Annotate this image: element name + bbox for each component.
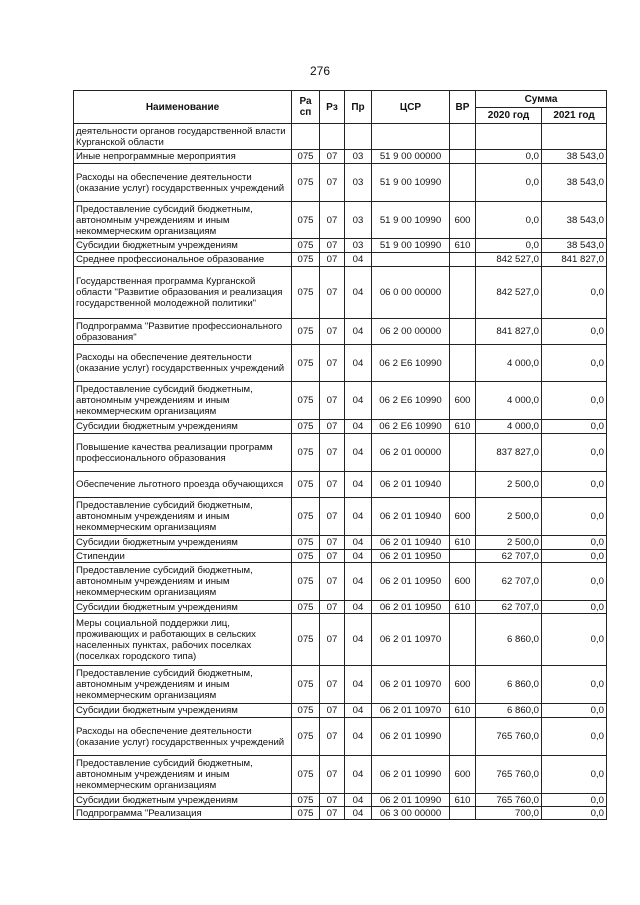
cell-rz: 07	[320, 498, 345, 536]
table-header-row	[74, 91, 607, 108]
cell-csr	[372, 124, 450, 150]
cell-rz: 07	[320, 164, 345, 202]
cell-vr	[450, 253, 476, 267]
cell-csr: 06 2 01 00000	[372, 434, 450, 472]
cell-vr: 600	[450, 666, 476, 704]
cell-rasp: 075	[292, 614, 320, 666]
cell-vr	[450, 550, 476, 563]
cell-pr: 04	[345, 434, 372, 472]
cell-pr: 04	[345, 382, 372, 420]
cell-pr: 03	[345, 239, 372, 253]
cell-name: Предоставление субсидий бюджетным, автономным учреждениям и иным некоммерческим организациям	[74, 498, 292, 536]
cell-name: Расходы на обеспечение деятельности (оказание услуг) государственных учреждений	[74, 718, 292, 756]
cell-rz: 07	[320, 420, 345, 434]
cell-csr: 06 3 00 00000	[372, 807, 450, 820]
cell-rasp: 075	[292, 666, 320, 704]
cell-pr: 04	[345, 756, 372, 794]
cell-2020: 0,0	[476, 239, 542, 253]
table-row	[74, 319, 607, 345]
cell-name: Предоставление субсидий бюджетным, автономным учреждениям и иным некоммерческим организациям	[74, 563, 292, 601]
cell-vr: 610	[450, 239, 476, 253]
cell-2021: 0,0	[542, 794, 607, 807]
cell-csr: 06 2 Е6 10990	[372, 345, 450, 382]
cell-csr: 06 2 01 10990	[372, 718, 450, 756]
cell-csr: 06 2 01 10990	[372, 756, 450, 794]
cell-name: Меры социальной поддержки лиц, проживающих и работающих в сельских населенных пунктах, рабочих поселках (поселках городского типа)	[74, 614, 292, 666]
cell-rz: 07	[320, 536, 345, 550]
cell-2020: 62 707,0	[476, 563, 542, 601]
cell-2021	[542, 124, 607, 150]
cell-rz: 07	[320, 794, 345, 807]
cell-vr: 610	[450, 704, 476, 718]
cell-2021: 0,0	[542, 704, 607, 718]
header-2021: 2021 год	[542, 108, 607, 124]
cell-vr: 610	[450, 794, 476, 807]
header-rz: Рз	[320, 91, 345, 124]
cell-2021: 841 827,0	[542, 253, 607, 267]
cell-name: Субсидии бюджетным учреждениям	[74, 601, 292, 614]
cell-rz: 07	[320, 382, 345, 420]
cell-rz	[320, 124, 345, 150]
cell-2021: 0,0	[542, 498, 607, 536]
cell-2020: 4 000,0	[476, 345, 542, 382]
header-csr: ЦСР	[372, 91, 450, 124]
cell-csr: 06 0 00 00000	[372, 267, 450, 319]
cell-csr: 06 2 01 10950	[372, 563, 450, 601]
cell-csr: 51 9 00 10990	[372, 164, 450, 202]
cell-pr: 04	[345, 345, 372, 382]
cell-rz: 07	[320, 319, 345, 345]
cell-2021: 38 543,0	[542, 239, 607, 253]
cell-name: Стипендии	[74, 550, 292, 563]
cell-rasp: 075	[292, 319, 320, 345]
cell-name: Иные непрограммные мероприятия	[74, 150, 292, 164]
cell-2020: 841 827,0	[476, 319, 542, 345]
table-row	[74, 536, 607, 550]
cell-2020: 6 860,0	[476, 666, 542, 704]
cell-rz: 07	[320, 267, 345, 319]
cell-pr: 03	[345, 150, 372, 164]
cell-rasp: 075	[292, 550, 320, 563]
cell-csr: 06 2 01 10990	[372, 794, 450, 807]
cell-vr	[450, 807, 476, 820]
cell-name: Подпрограмма "Реализация	[74, 807, 292, 820]
cell-rz: 07	[320, 563, 345, 601]
cell-rasp: 075	[292, 420, 320, 434]
cell-rz: 07	[320, 253, 345, 267]
cell-2020: 0,0	[476, 164, 542, 202]
table-row	[74, 345, 607, 382]
cell-name: Субсидии бюджетным учреждениям	[74, 794, 292, 807]
table-row	[74, 601, 607, 614]
cell-2020: 62 707,0	[476, 550, 542, 563]
table-row	[74, 756, 607, 794]
cell-pr: 04	[345, 536, 372, 550]
cell-2021: 0,0	[542, 614, 607, 666]
cell-name: деятельности органов государственной власти Курганской области	[74, 124, 292, 150]
cell-pr: 04	[345, 718, 372, 756]
cell-rasp: 075	[292, 267, 320, 319]
cell-2021: 38 543,0	[542, 202, 607, 239]
cell-rasp: 075	[292, 434, 320, 472]
cell-name: Расходы на обеспечение деятельности (оказание услуг) государственных учреждений	[74, 345, 292, 382]
cell-vr	[450, 124, 476, 150]
cell-pr: 04	[345, 601, 372, 614]
cell-rasp: 075	[292, 718, 320, 756]
page-number: 276	[309, 64, 331, 78]
cell-vr: 600	[450, 756, 476, 794]
cell-2021: 0,0	[542, 550, 607, 563]
table-row	[74, 498, 607, 536]
cell-csr: 06 2 01 10970	[372, 666, 450, 704]
cell-rasp: 075	[292, 498, 320, 536]
table-row	[74, 239, 607, 253]
cell-2020: 765 760,0	[476, 718, 542, 756]
cell-csr: 06 2 01 10970	[372, 704, 450, 718]
cell-vr: 600	[450, 498, 476, 536]
header-pr: Пр	[345, 91, 372, 124]
cell-vr	[450, 345, 476, 382]
cell-csr: 51 9 00 10990	[372, 239, 450, 253]
cell-rasp: 075	[292, 794, 320, 807]
cell-rz: 07	[320, 550, 345, 563]
cell-rz: 07	[320, 202, 345, 239]
cell-2020: 842 527,0	[476, 253, 542, 267]
cell-rz: 07	[320, 614, 345, 666]
cell-vr: 610	[450, 536, 476, 550]
cell-rasp: 075	[292, 756, 320, 794]
cell-vr: 600	[450, 202, 476, 239]
cell-2021: 0,0	[542, 666, 607, 704]
cell-2021: 0,0	[542, 718, 607, 756]
cell-rasp: 075	[292, 239, 320, 253]
table-row	[74, 550, 607, 563]
cell-pr: 04	[345, 253, 372, 267]
cell-vr	[450, 472, 476, 498]
cell-vr	[450, 434, 476, 472]
cell-rz: 07	[320, 601, 345, 614]
cell-vr	[450, 150, 476, 164]
cell-2020: 0,0	[476, 150, 542, 164]
cell-name: Предоставление субсидий бюджетным, автономным учреждениям и иным некоммерческим организациям	[74, 666, 292, 704]
cell-2021: 0,0	[542, 601, 607, 614]
table-row	[74, 267, 607, 319]
cell-name: Подпрограмма "Развитие профессионального образования"	[74, 319, 292, 345]
table-row	[74, 124, 607, 150]
table-row	[74, 614, 607, 666]
cell-rasp: 075	[292, 807, 320, 820]
cell-pr: 03	[345, 164, 372, 202]
table-row	[74, 704, 607, 718]
budget-table	[73, 90, 607, 820]
cell-rasp: 075	[292, 382, 320, 420]
cell-pr: 04	[345, 420, 372, 434]
cell-2021: 0,0	[542, 319, 607, 345]
cell-vr: 600	[450, 382, 476, 420]
cell-rz: 07	[320, 704, 345, 718]
cell-rasp: 075	[292, 704, 320, 718]
cell-pr	[345, 124, 372, 150]
cell-2020: 0,0	[476, 202, 542, 239]
cell-2020: 700,0	[476, 807, 542, 820]
cell-rasp: 075	[292, 563, 320, 601]
cell-name: Субсидии бюджетным учреждениям	[74, 239, 292, 253]
cell-pr: 04	[345, 794, 372, 807]
cell-vr	[450, 614, 476, 666]
cell-name: Субсидии бюджетным учреждениям	[74, 704, 292, 718]
cell-name: Государственная программа Курганской области "Развитие образования и реализация государственной молодежной политики"	[74, 267, 292, 319]
cell-2020	[476, 124, 542, 150]
cell-csr: 06 2 Е6 10990	[372, 382, 450, 420]
cell-csr: 06 2 Е6 10990	[372, 420, 450, 434]
cell-2020: 842 527,0	[476, 267, 542, 319]
cell-2020: 6 860,0	[476, 614, 542, 666]
cell-pr: 04	[345, 666, 372, 704]
header-sum: Сумма	[476, 91, 607, 108]
cell-csr: 51 9 00 10990	[372, 202, 450, 239]
cell-rasp	[292, 124, 320, 150]
cell-vr: 610	[450, 420, 476, 434]
cell-rasp: 075	[292, 150, 320, 164]
cell-rz: 07	[320, 345, 345, 382]
cell-2021: 0,0	[542, 536, 607, 550]
cell-name: Расходы на обеспечение деятельности (оказание услуг) государственных учреждений	[74, 164, 292, 202]
cell-rz: 07	[320, 239, 345, 253]
cell-csr: 06 2 01 10950	[372, 550, 450, 563]
table-row	[74, 202, 607, 239]
cell-2021: 0,0	[542, 807, 607, 820]
cell-pr: 04	[345, 807, 372, 820]
cell-name: Субсидии бюджетным учреждениям	[74, 536, 292, 550]
header-rasp: Ра сп	[292, 91, 320, 124]
cell-2021: 38 543,0	[542, 164, 607, 202]
cell-rasp: 075	[292, 472, 320, 498]
table-row	[74, 382, 607, 420]
cell-rasp: 075	[292, 164, 320, 202]
cell-csr: 06 2 01 10950	[372, 601, 450, 614]
table-row	[74, 794, 607, 807]
cell-csr: 51 9 00 00000	[372, 150, 450, 164]
cell-rz: 07	[320, 666, 345, 704]
cell-vr	[450, 319, 476, 345]
cell-vr	[450, 267, 476, 319]
cell-pr: 04	[345, 472, 372, 498]
cell-2021: 0,0	[542, 420, 607, 434]
cell-pr: 04	[345, 498, 372, 536]
cell-name: Обеспечение льготного проезда обучающихся	[74, 472, 292, 498]
header-name: Наименование	[74, 91, 292, 124]
cell-csr	[372, 253, 450, 267]
cell-name: Субсидии бюджетным учреждениям	[74, 420, 292, 434]
cell-2020: 2 500,0	[476, 498, 542, 536]
cell-vr: 610	[450, 601, 476, 614]
cell-rz: 07	[320, 472, 345, 498]
cell-pr: 04	[345, 563, 372, 601]
cell-csr: 06 2 01 10940	[372, 536, 450, 550]
cell-pr: 03	[345, 202, 372, 239]
table-row	[74, 420, 607, 434]
cell-name: Повышение качества реализации программ профессионального образования	[74, 434, 292, 472]
cell-2021: 0,0	[542, 756, 607, 794]
cell-rasp: 075	[292, 536, 320, 550]
cell-vr	[450, 164, 476, 202]
cell-rasp: 075	[292, 253, 320, 267]
cell-2020: 2 500,0	[476, 536, 542, 550]
cell-pr: 04	[345, 614, 372, 666]
header-vr: ВР	[450, 91, 476, 124]
cell-name: Предоставление субсидий бюджетным, автономным учреждениям и иным некоммерческим организациям	[74, 202, 292, 239]
cell-rz: 07	[320, 718, 345, 756]
cell-pr: 04	[345, 550, 372, 563]
cell-2020: 837 827,0	[476, 434, 542, 472]
header-2020: 2020 год	[476, 108, 542, 124]
cell-2021: 0,0	[542, 345, 607, 382]
cell-rasp: 075	[292, 601, 320, 614]
cell-csr: 06 2 01 10970	[372, 614, 450, 666]
cell-rz: 07	[320, 756, 345, 794]
cell-name: Предоставление субсидий бюджетным, автономным учреждениям и иным некоммерческим организациям	[74, 382, 292, 420]
cell-pr: 04	[345, 319, 372, 345]
cell-rz: 07	[320, 807, 345, 820]
cell-csr: 06 2 01 10940	[372, 472, 450, 498]
cell-name: Предоставление субсидий бюджетным, автономным учреждениям и иным некоммерческим организациям	[74, 756, 292, 794]
cell-2021: 0,0	[542, 472, 607, 498]
table-row	[74, 563, 607, 601]
cell-rasp: 075	[292, 202, 320, 239]
cell-2021: 0,0	[542, 563, 607, 601]
cell-pr: 04	[345, 704, 372, 718]
cell-name: Среднее профессиональное образование	[74, 253, 292, 267]
cell-2020: 62 707,0	[476, 601, 542, 614]
cell-2021: 0,0	[542, 382, 607, 420]
cell-2020: 765 760,0	[476, 794, 542, 807]
cell-pr: 04	[345, 267, 372, 319]
cell-2020: 765 760,0	[476, 756, 542, 794]
cell-vr: 600	[450, 563, 476, 601]
table-row	[74, 718, 607, 756]
cell-rz: 07	[320, 434, 345, 472]
cell-rz: 07	[320, 150, 345, 164]
cell-csr: 06 2 01 10940	[372, 498, 450, 536]
cell-2020: 4 000,0	[476, 420, 542, 434]
cell-2020: 2 500,0	[476, 472, 542, 498]
cell-2020: 6 860,0	[476, 704, 542, 718]
table-row	[74, 807, 607, 820]
cell-vr	[450, 718, 476, 756]
cell-2021: 0,0	[542, 434, 607, 472]
table-row	[74, 253, 607, 267]
table-body	[74, 124, 607, 820]
cell-2021: 0,0	[542, 267, 607, 319]
table-row	[74, 434, 607, 472]
table-row	[74, 150, 607, 164]
cell-2020: 4 000,0	[476, 382, 542, 420]
table-row	[74, 472, 607, 498]
cell-rasp: 075	[292, 345, 320, 382]
cell-csr: 06 2 00 00000	[372, 319, 450, 345]
cell-2021: 38 543,0	[542, 150, 607, 164]
table-row	[74, 666, 607, 704]
table-row	[74, 164, 607, 202]
